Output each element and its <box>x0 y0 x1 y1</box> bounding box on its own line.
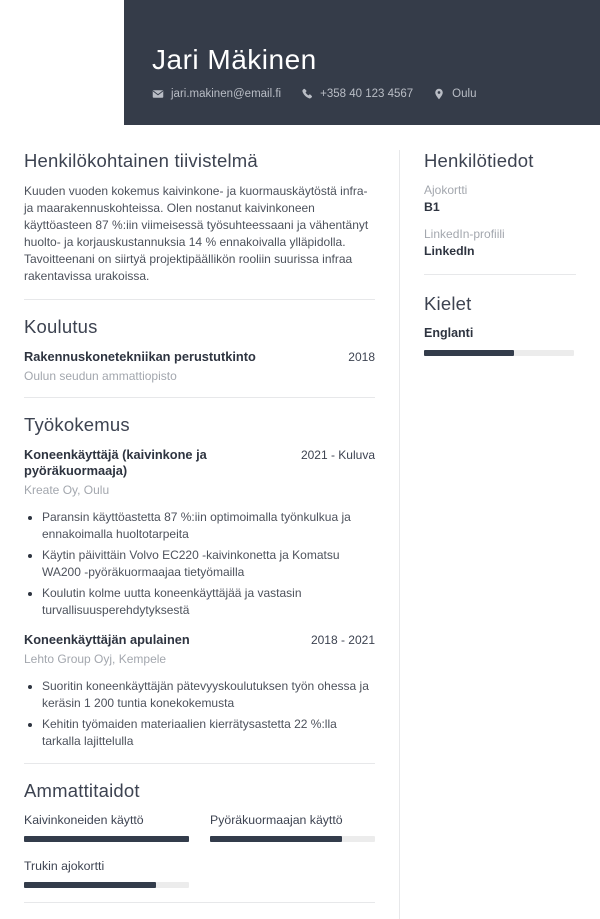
education-title: Rakennuskonetekniikan perustutkinto <box>24 349 256 365</box>
phone-text: +358 40 123 4567 <box>320 88 414 101</box>
contact-email <box>152 88 281 100</box>
language-bar-track <box>424 350 574 356</box>
section-languages <box>424 293 576 356</box>
envelope-icon <box>152 88 164 100</box>
skill-bar-fill <box>24 836 189 842</box>
section-experience <box>24 414 375 749</box>
section-divider <box>24 902 375 903</box>
job-company: Kreate Oy, Oulu <box>24 483 110 498</box>
skill-bar-track <box>24 836 189 842</box>
skill-label: Kaivinkoneiden käyttö <box>24 813 144 828</box>
education-heading: Koulutus <box>24 316 98 338</box>
contact-row <box>152 88 572 100</box>
section-personal-info <box>424 150 576 258</box>
job-date: 2018 - 2021 <box>310 633 375 648</box>
skill-item <box>24 859 189 888</box>
sidebar <box>399 150 576 919</box>
summary-heading: Henkilökohtainen tiivistelmä <box>24 150 258 171</box>
job-company: Lehto Group Oyj, Kempele <box>24 651 167 666</box>
skill-bar-track <box>24 882 189 888</box>
languages-heading: Kielet <box>424 293 472 314</box>
experience-heading: Työkokemus <box>24 413 130 435</box>
skill-item <box>210 813 375 842</box>
job-bullet: • Kehitin työmaiden materiaalien kierrätysastetta 22 %:lla tarkalla lajittelulla <box>42 716 375 749</box>
linkedin-link[interactable]: LinkedIn <box>424 244 475 258</box>
job-bullet-list <box>24 509 375 618</box>
contact-phone <box>301 88 413 100</box>
skill-bar-fill <box>210 836 342 842</box>
personal-info-heading: Henkilötiedot <box>424 150 534 171</box>
education-entry <box>24 349 375 383</box>
experience-entry <box>24 447 375 619</box>
job-bullet: • Koulutin kolme uutta koneenkäyttäjää ja vastasin turvallisuusperehdytyksestä <box>42 585 375 618</box>
section-skills <box>24 780 375 888</box>
personal-field <box>424 227 576 258</box>
header-banner <box>124 0 600 125</box>
skills-heading: Ammattitaidot <box>24 780 140 802</box>
sidebar-divider <box>424 274 576 275</box>
job-bullet: • Suoritin koneenkäyttäjän pätevyyskoulutuksen työn ohessa ja keräsin 1 200 tuntia konekokemusta <box>42 678 375 711</box>
education-institution: Oulun seudun ammattiopisto <box>24 368 177 383</box>
contact-location <box>433 88 476 100</box>
phone-icon <box>301 88 313 100</box>
job-bullet: • Paransin käyttöastetta 87 %:iin optimoimalla työnkulkua ja ennakoimalla huoltotarpeita <box>42 509 375 542</box>
language-label: Englanti <box>424 326 474 340</box>
person-name: Jari Mäkinen <box>152 44 317 75</box>
section-education <box>24 316 375 383</box>
language-bar-fill <box>424 350 514 356</box>
skill-item <box>24 813 189 842</box>
field-value: B1 <box>424 200 440 214</box>
field-label: LinkedIn-profiili <box>424 227 505 241</box>
content-area <box>0 125 600 919</box>
job-bullet: • Käytin päivittäin Volvo EC220 -kaivinkonetta ja Komatsu WA200 -pyöräkuormaajaa tietyömailla <box>42 547 375 580</box>
job-title: Koneenkäyttäjä (kaivinkone ja pyöräkuormaaja) <box>24 446 207 479</box>
map-pin-icon <box>433 88 445 100</box>
skill-bar-track <box>210 836 375 842</box>
section-summary <box>24 150 375 285</box>
experience-entry <box>24 632 375 749</box>
section-divider <box>24 397 375 398</box>
skills-grid <box>24 813 375 888</box>
skill-label: Trukin ajokortti <box>24 859 105 874</box>
language-item <box>424 326 576 356</box>
job-bullet-list <box>24 678 375 749</box>
main-column <box>24 150 375 919</box>
skill-bar-fill <box>24 882 156 888</box>
location-text: Oulu <box>452 88 477 101</box>
section-divider <box>24 763 375 764</box>
personal-field <box>424 183 576 214</box>
summary-text: Kuuden vuoden kokemus kaivinkone- ja kuormauskäytöstä infra- ja maarakennuskohteissa. Olen nostanut kaivinkoneen käyttöasteen 87 %:iin viimeisessä työsuhteessaani ja vähentänyt huolto- ja korjauskustannuksia 14 % ennakoivalla ylläpidolla. Tavoitteenani on siirtyä projektipäällikön rooliin suurissa infraa rakentavissa urakoissa. <box>24 184 369 284</box>
field-label: Ajokortti <box>424 183 468 197</box>
job-date: 2021 - Kuluva <box>300 447 375 462</box>
section-divider <box>24 299 375 300</box>
email-text: jari.makinen@email.fi <box>171 88 282 101</box>
job-title: Koneenkäyttäjän apulainen <box>24 632 190 648</box>
education-date: 2018 <box>348 350 375 365</box>
skill-label: Pyöräkuormaajan käyttö <box>210 813 343 828</box>
